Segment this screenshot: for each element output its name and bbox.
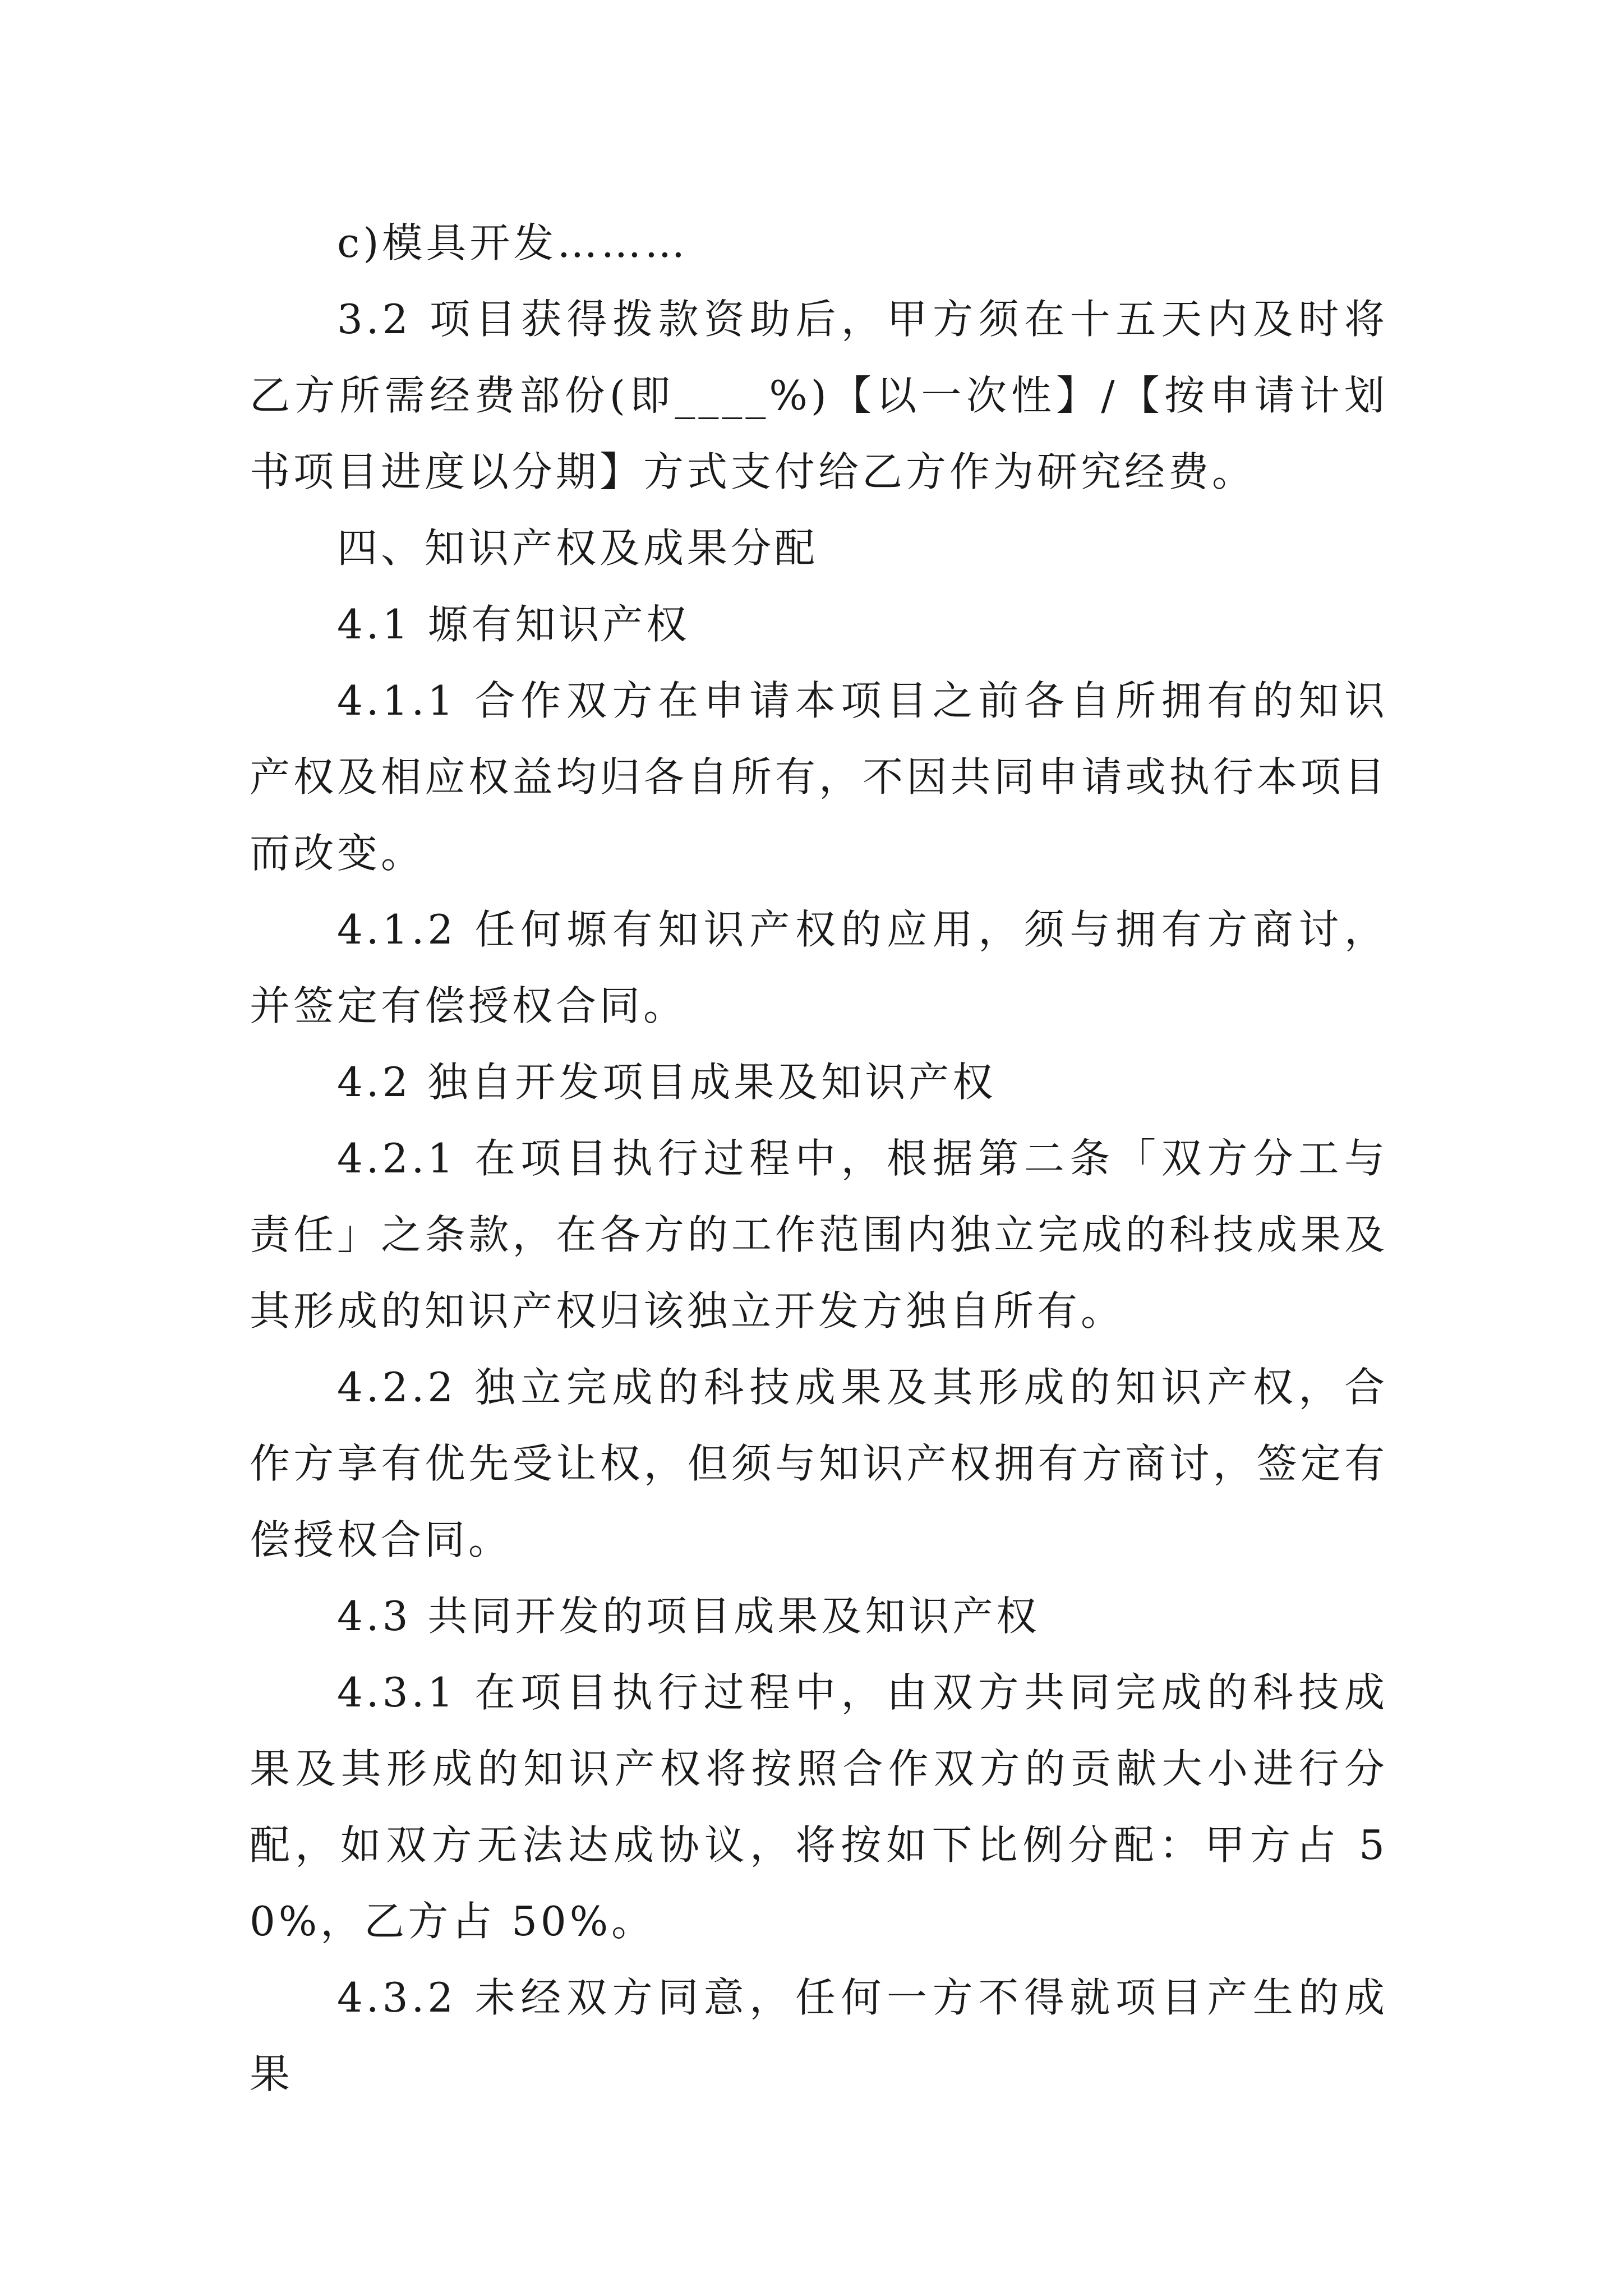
heading-4-2: 4.2 独自开发项目成果及知识产权 xyxy=(337,1059,997,1106)
paragraph-4-3-1: 4.3.1 在项目执行过程中，由双方共同完成的科技成果及其形成的知识产权将按照合作双方的贡献大小进行分配，如双方无法达成协议，将按如下比例分配：甲方占 50%，乙方占 50%。 xyxy=(250,1669,1388,1945)
document-body xyxy=(250,205,1388,2112)
paragraph-4-2-1: 4.2.1 在项目执行过程中，根据第二条「双方分工与责任」之条款，在各方的工作范围内独立完成的科技成果及其形成的知识产权归该独立开发方独自所有。 xyxy=(250,1135,1388,1335)
paragraph-4-2-2: 4.2.2 独立完成的科技成果及其形成的知识产权，合作方享有优先受让权，但须与知识产权拥有方商讨，签定有偿授权合同。 xyxy=(250,1364,1388,1563)
heading-4-1: 4.1 塬有知识产权 xyxy=(337,601,690,648)
heading-4-3: 4.3 共同开发的项目成果及知识产权 xyxy=(337,1593,1040,1640)
paragraph-4-1-1: 4.1.1 合作双方在申请本项目之前各自所拥有的知识产权及相应权益均归各自所有，不因共同申请或执行本项目而改变。 xyxy=(250,677,1388,877)
paragraph-3-2-funding: 3.2 项目获得拨款资助后，甲方须在十五天内及时将乙方所需经费部份(即____%)【以一次性】/【按申请计划书项目进度以分期】方式支付给乙方作为研究经费。 xyxy=(250,296,1388,495)
paragraph-4-3-2: 4.3.2 未经双方同意，任何一方不得就项目产生的成果 xyxy=(250,1974,1388,2097)
paragraph-4-1-2: 4.1.2 任何塬有知识产权的应用，须与拥有方商讨，并签定有偿授权合同。 xyxy=(250,906,1388,1029)
section-heading-ip-distribution: 四、知识产权及成果分配 xyxy=(337,524,819,572)
paragraph-mold-development: c)模具开发……… xyxy=(337,219,689,266)
